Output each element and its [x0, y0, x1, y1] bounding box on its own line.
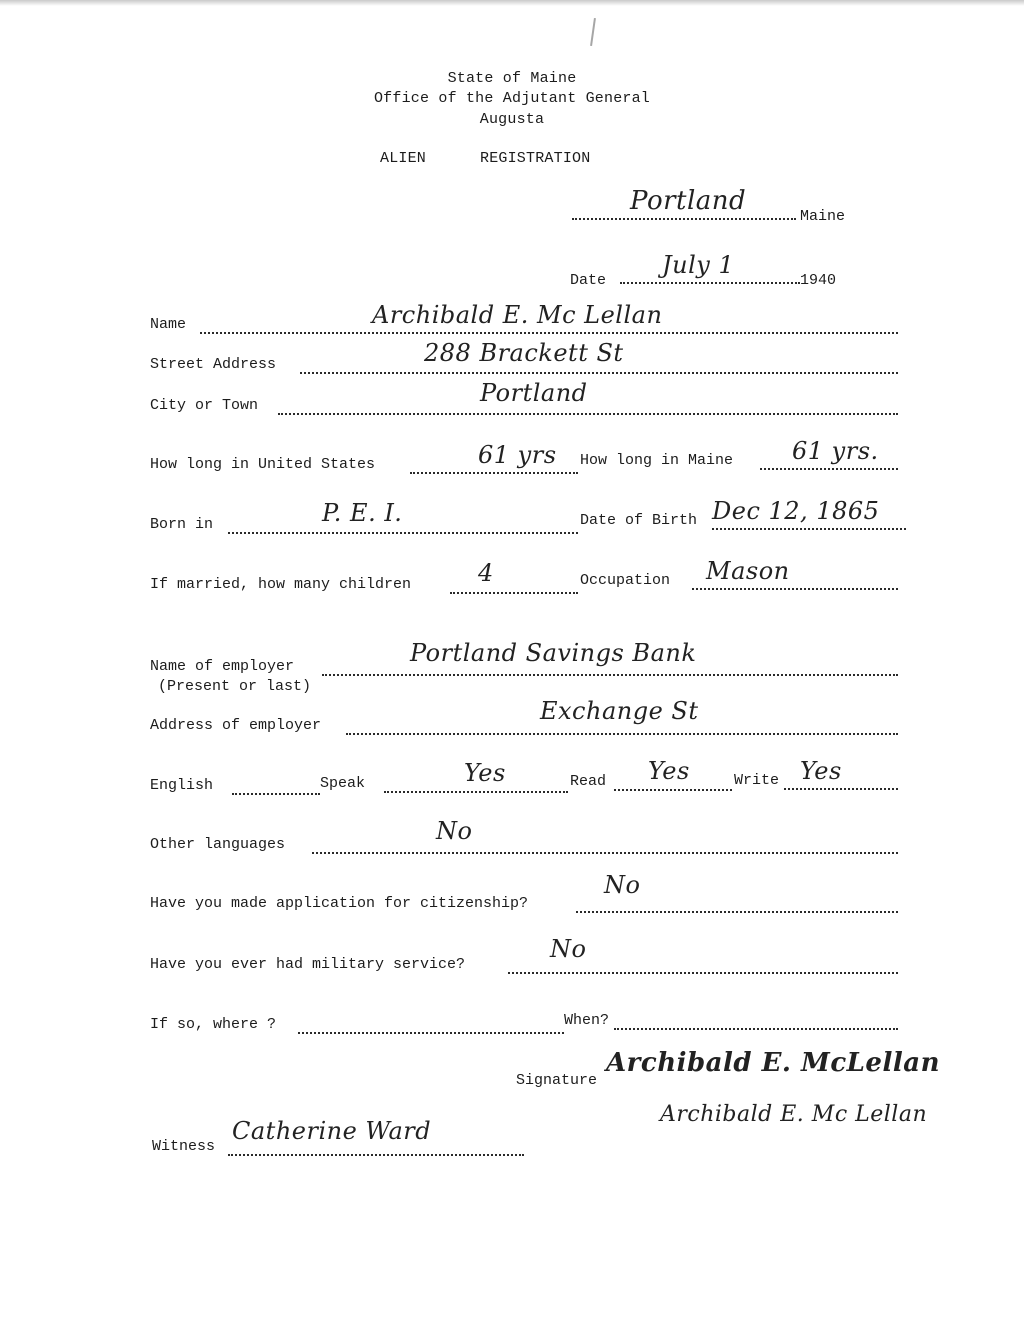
write-value: Yes — [800, 757, 842, 785]
name-value: Archibald E. Mc Lellan — [372, 301, 663, 329]
employer-label: Name of employer — [150, 658, 295, 675]
signature-label: Signature — [516, 1072, 598, 1089]
header-office: Office of the Adjutant General — [373, 90, 651, 107]
read-value: Yes — [648, 757, 690, 785]
employer-address-label: Address of employer — [150, 717, 322, 734]
scan-mark — [590, 18, 596, 46]
signature-printed: Archibald E. Mc Lellan — [660, 1102, 928, 1127]
children-label: If married, how many children — [150, 576, 412, 593]
other-languages-value: No — [436, 817, 473, 845]
children-value: 4 — [478, 559, 494, 587]
title-registration: REGISTRATION — [480, 150, 591, 167]
other-languages-dots — [312, 834, 898, 854]
other-languages-label: Other languages — [150, 836, 286, 853]
employer-address-value: Exchange St — [540, 697, 699, 725]
citizenship-label: Have you made application for citizenship? — [150, 895, 529, 912]
maine-years-label: How long in Maine — [580, 452, 734, 469]
street-value: 288 Brackett St — [424, 339, 624, 367]
where-dots — [298, 1014, 564, 1034]
read-label: Read — [570, 773, 607, 790]
city-label: City or Town — [150, 397, 259, 414]
children-dots — [450, 574, 578, 594]
english-label: English — [150, 777, 214, 794]
dob-value: Dec 12, 1865 — [712, 497, 880, 525]
speak-label: Speak — [320, 775, 366, 792]
name-label: Name — [150, 316, 187, 333]
english-dots — [232, 775, 320, 795]
witness-label: Witness — [152, 1138, 216, 1155]
military-label: Have you ever had military service? — [150, 956, 466, 973]
witness-value: Catherine Ward — [232, 1117, 432, 1145]
place-value: Portland — [630, 186, 747, 216]
street-label: Street Address — [150, 356, 277, 373]
write-label: Write — [734, 772, 780, 789]
date-label: Date — [570, 272, 607, 289]
us-years-label: How long in United States — [150, 456, 376, 473]
occupation-label: Occupation — [580, 572, 671, 589]
when-label: When? — [564, 1012, 610, 1029]
born-in-dots — [228, 514, 578, 534]
citizenship-value: No — [604, 871, 641, 899]
signature-value: Archibald E. McLellan — [606, 1048, 940, 1078]
date-value: July 1 — [662, 251, 735, 279]
date-year: 1940 — [800, 272, 837, 289]
military-value: No — [550, 935, 587, 963]
where-label: If so, where ? — [150, 1016, 277, 1033]
dob-label: Date of Birth — [580, 512, 698, 529]
maine-years-value: 61 yrs. — [792, 437, 879, 465]
employer-sublabel: (Present or last) — [158, 678, 312, 695]
employer-value: Portland Savings Bank — [410, 639, 697, 667]
when-dots — [614, 1010, 898, 1030]
header-city: Augusta — [479, 111, 545, 128]
scan-edge — [0, 0, 1024, 6]
born-in-label: Born in — [150, 516, 214, 533]
city-value: Portland — [480, 379, 588, 407]
us-years-value: 61 yrs — [478, 441, 557, 469]
title-alien: ALIEN — [380, 150, 427, 167]
city-dots — [278, 395, 898, 415]
occupation-value: Mason — [706, 557, 790, 585]
header-state: State of Maine — [447, 70, 577, 87]
speak-value: Yes — [464, 759, 506, 787]
place-suffix: Maine — [800, 208, 846, 225]
born-in-value: P. E. I. — [322, 499, 403, 527]
